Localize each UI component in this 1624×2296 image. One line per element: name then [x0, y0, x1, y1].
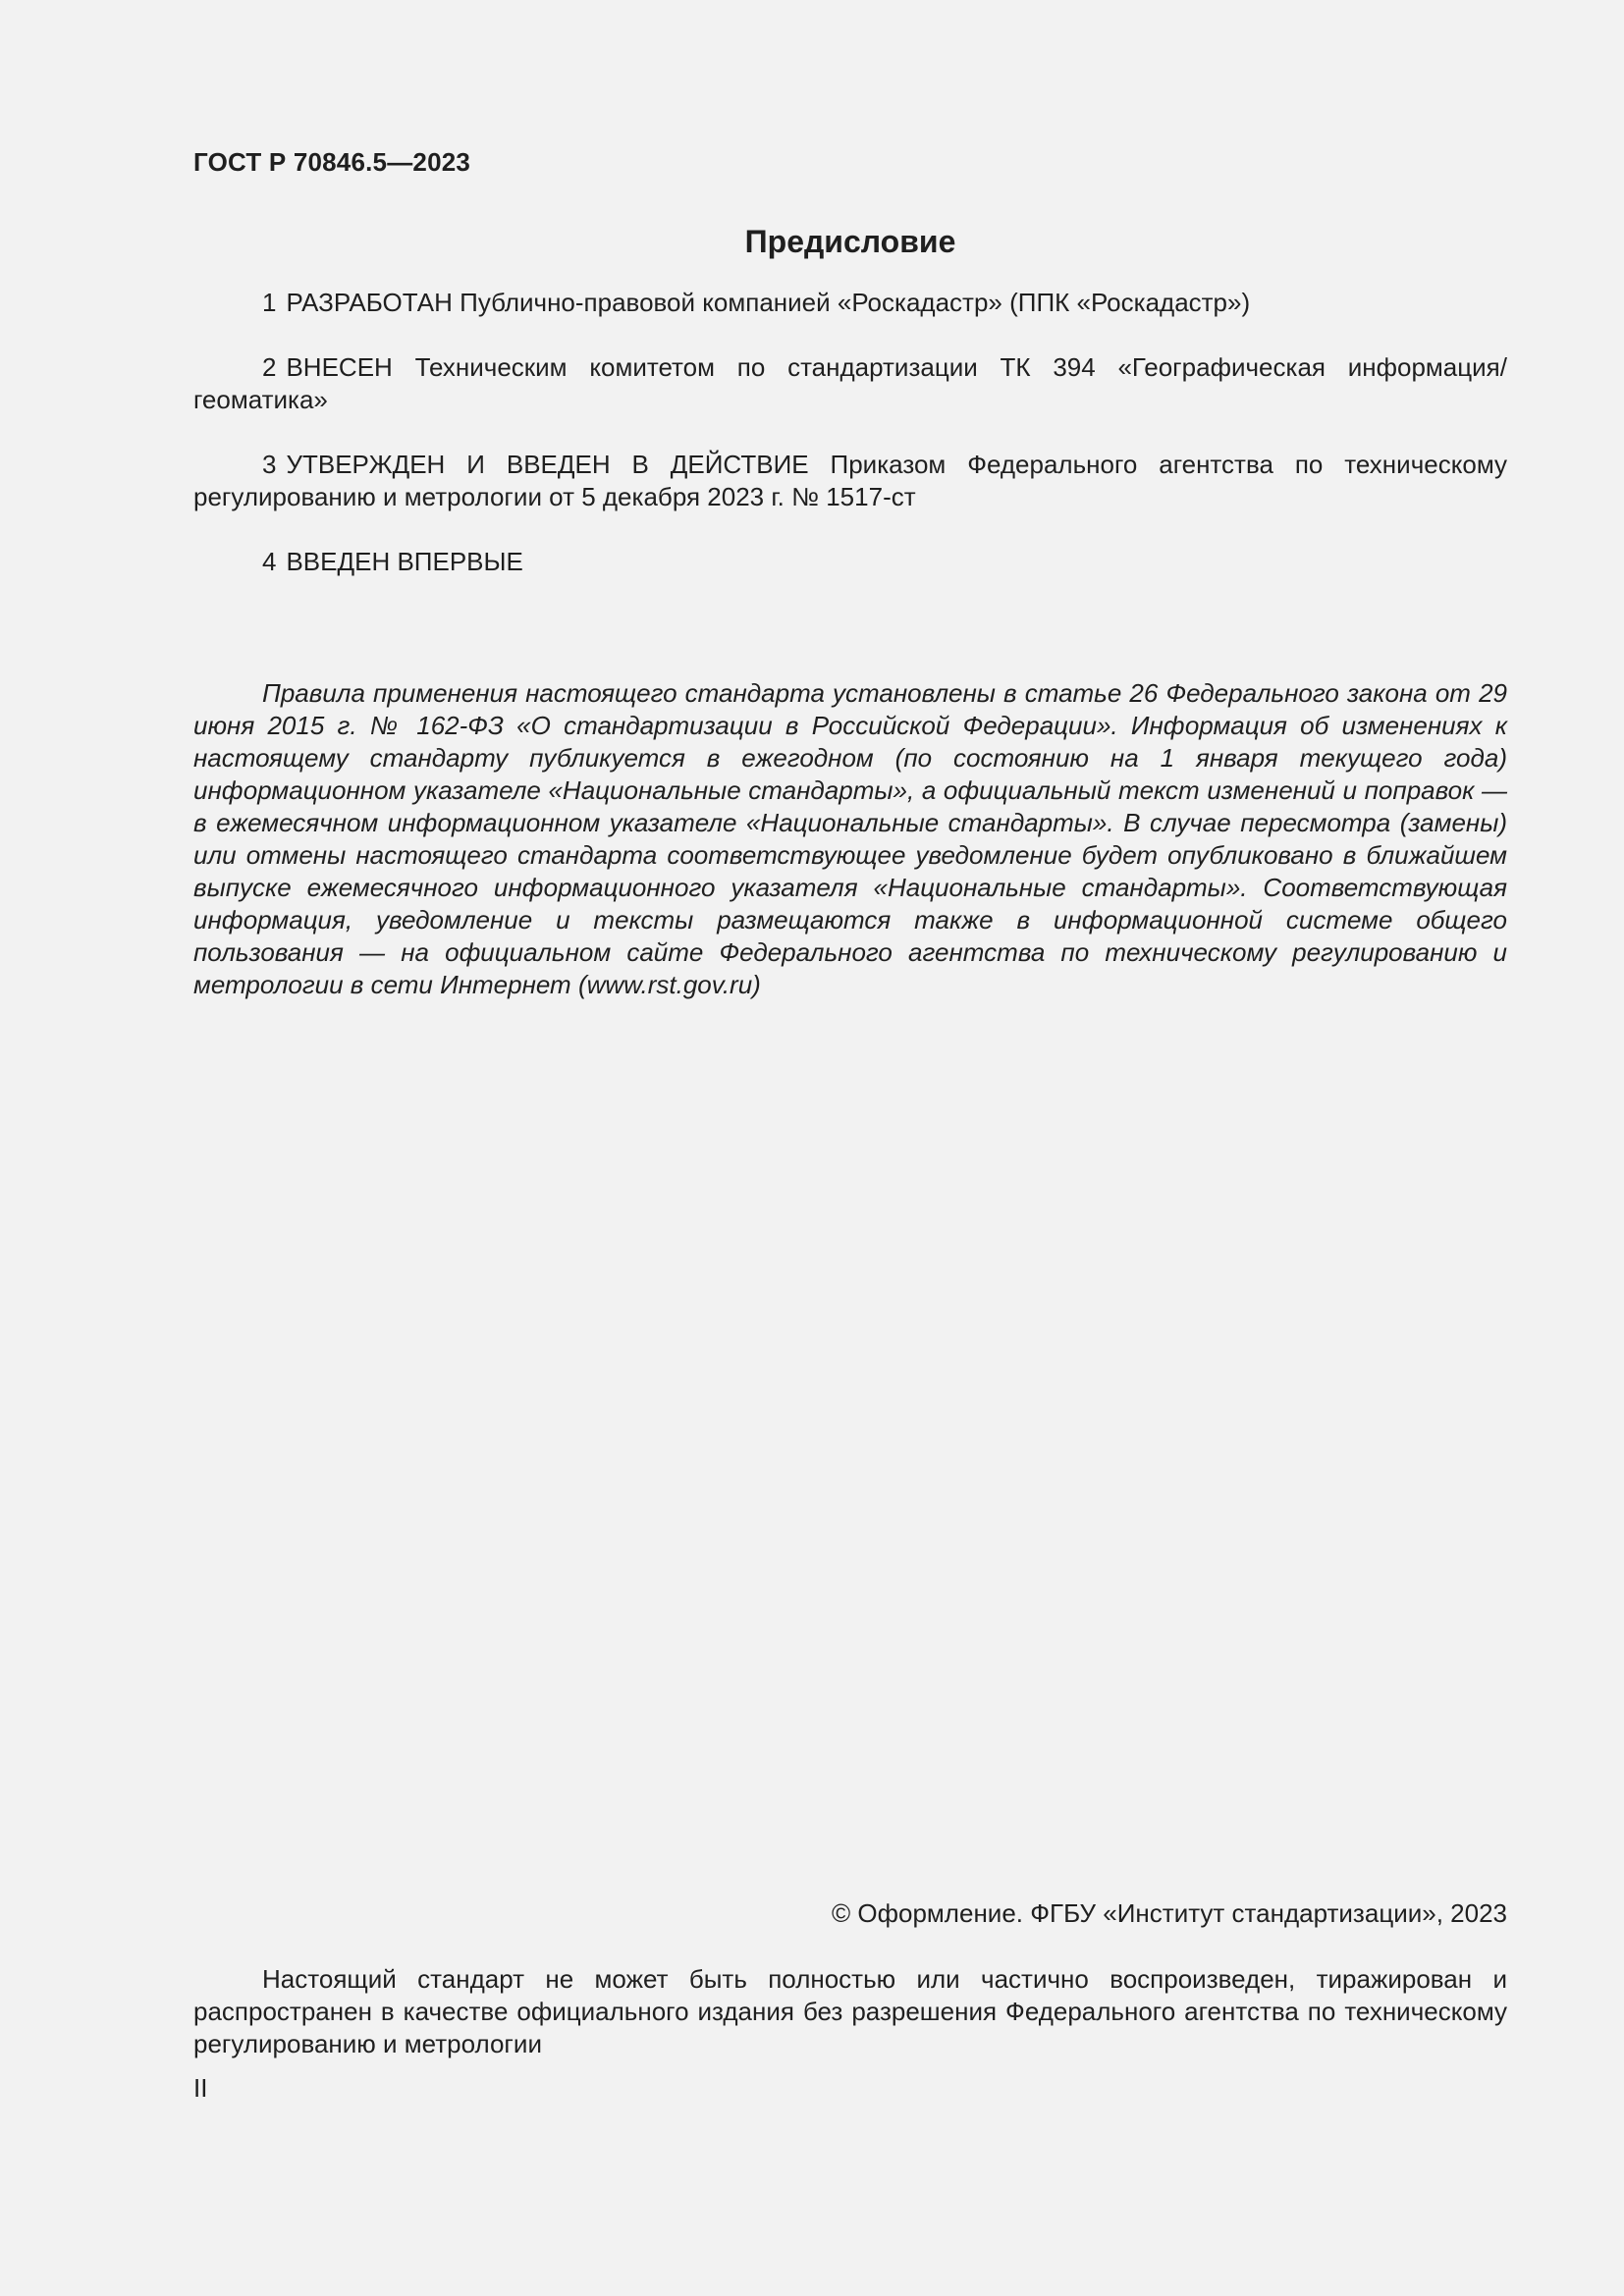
page-number: II [193, 2073, 208, 2103]
copyright-line: © Оформление. ФГБУ «Институт стандартизации», 2023 [832, 1898, 1507, 1928]
application-rules-paragraph: Правила применения настоящего стандарта установлены в статье 26 Федерального закона от 29 июня 2015 г. № 162-ФЗ «О стандартизации в Российской Федерации». Информация об изменениях к настоящему стандарту публикуется в ежегодном (по состоянию на 1 января текущего года) информационном указателе «Национальные стандарты», а официальный текст изменений и поправок — в ежемесячном информационном указателе «Национальные стандарты». В случае пересмотра (замены) или отмены настоящего стандарта соответствующее уведомление будет опубликовано в ближайшем выпуске ежемесячного информационного указателя «Национальные стандарты». Соответствующая информация, уведомление и тексты размещаются также в информационной системе общего пользования — на официальном сайте Федерального агентства по техническому регулированию и метрологии в сети Интернет (www.rst.gov.ru) [193, 678, 1507, 999]
item-number: 2 [262, 352, 277, 382]
item-lead: ВНЕСЕН [286, 352, 393, 382]
document-code: ГОСТ Р 70846.5—2023 [193, 147, 471, 177]
item-text: Приказом Федерального агентства по техническому регулированию и метрологии от 5 декабря 2023 г. № 1517-ст [193, 450, 1507, 511]
foreword-item-2 [193, 351, 1507, 416]
item-lead: РАЗРАБОТАН [286, 288, 453, 317]
item-number: 3 [262, 450, 277, 479]
item-text: Техническим комитетом по стандартизации ТК 394 «Географическая информация/геоматика» [193, 352, 1507, 414]
document-page [193, 0, 1507, 2296]
item-number: 4 [262, 547, 277, 576]
reproduction-notice: Настоящий стандарт не может быть полностью или частично воспроизведен, тиражирован и распространен в качестве официального издания без разрешения Федерального агентства по техническому регулированию и метрологии [193, 1964, 1507, 2058]
item-lead: ВВЕДЕН ВПЕРВЫЕ [286, 547, 523, 576]
page-title: Предисловие [744, 224, 956, 259]
foreword-item-3 [193, 449, 1507, 513]
foreword-item-1 [193, 287, 1507, 319]
foreword-item-4 [193, 546, 1507, 578]
item-lead: УТВЕРЖДЕН И ВВЕДЕН В ДЕЙСТВИЕ [286, 450, 809, 479]
item-number: 1 [262, 288, 277, 317]
item-text: Публично-правовой компанией «Роскадастр» (ППК «Роскадастр») [452, 288, 1251, 317]
